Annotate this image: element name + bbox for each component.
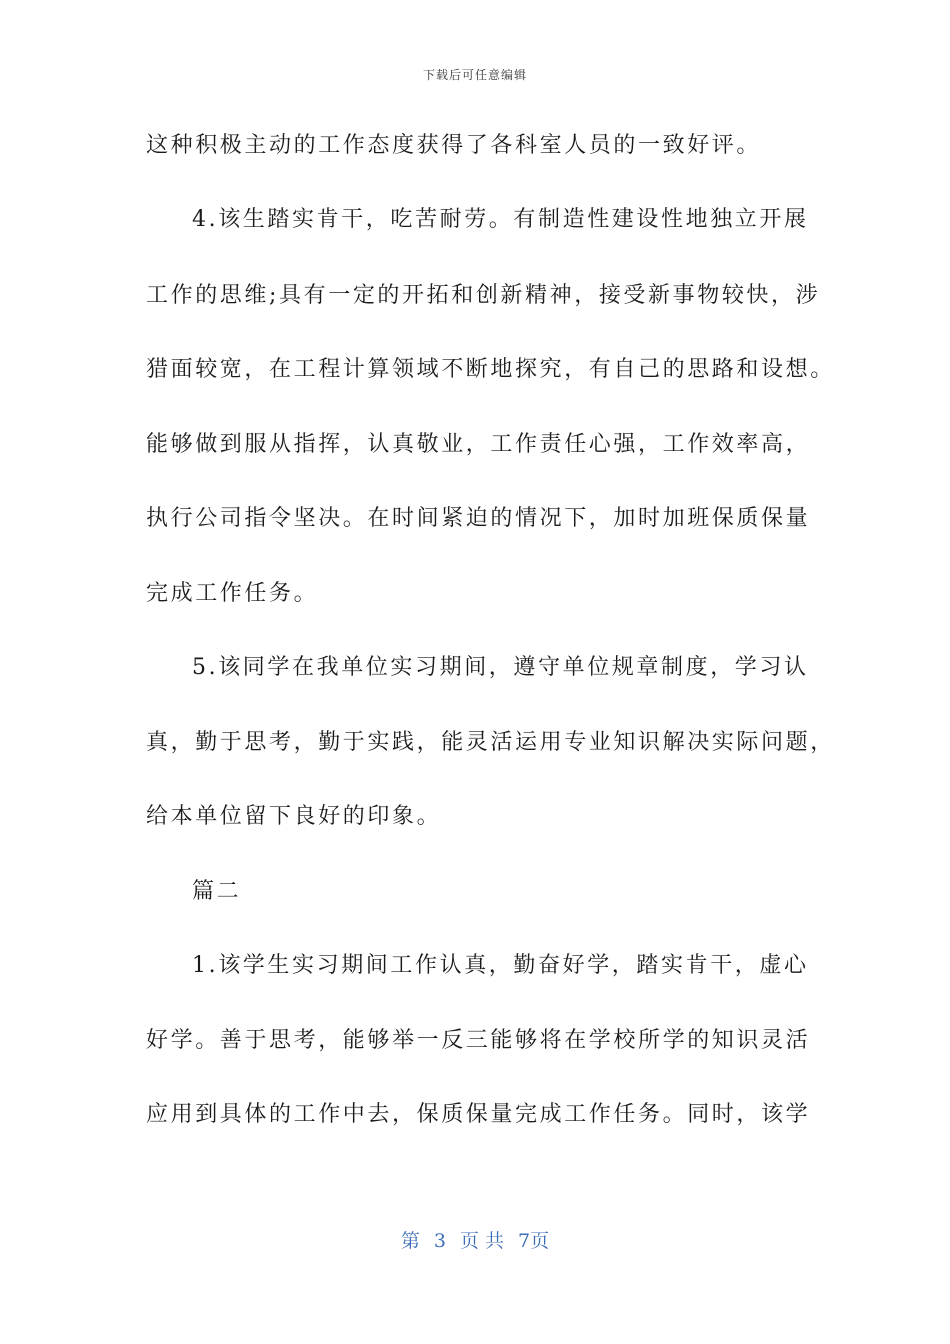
text-line: 工作的思维;具有一定的开拓和创新精神，接受新事物较快，涉 — [146, 283, 821, 308]
page-footer — [0, 1226, 950, 1253]
text-line: 真，勤于思考，勤于实践，能灵活运用专业知识解决实际问题， — [146, 730, 835, 755]
text-line: 1.该学生实习期间工作认真，勤奋好学，踏实肯干，虚心 — [192, 953, 809, 978]
text-line: 执行公司指令坚决。在时间紧迫的情况下，加时加班保质保量 — [146, 506, 811, 531]
text-line: 能够做到服从指挥，认真敬业，工作责任心强，工作效率高， — [146, 432, 811, 457]
text-line: 给本单位留下良好的印象。 — [146, 804, 442, 829]
text-line: 好学。善于思考，能够举一反三能够将在学校所学的知识灵活 — [146, 1028, 811, 1053]
text-line: 这种积极主动的工作态度获得了各科室人员的一致好评。 — [146, 133, 762, 158]
text-line: 完成工作任务。 — [146, 581, 319, 606]
text-line: 应用到具体的工作中去，保质保量完成工作任务。同时，该学 — [146, 1102, 811, 1127]
section-heading: 篇二 — [192, 879, 242, 904]
text-line: 4.该生踏实肯干，吃苦耐劳。有制造性建设性地独立开展 — [192, 207, 809, 232]
footer-middle: 页 共 — [459, 1230, 505, 1252]
text-line: 5.该同学在我单位实习期间，遵守单位规章制度，学习认 — [192, 655, 809, 680]
text-line: 猎面较宽，在工程计算领域不断地探究，有自己的思路和设想。 — [146, 357, 835, 382]
current-page-number: 3 — [433, 1230, 446, 1252]
total-pages: 7页 — [518, 1230, 550, 1252]
footer-prefix: 第 — [400, 1230, 420, 1252]
page-header: 下载后可任意编辑 — [422, 68, 527, 82]
